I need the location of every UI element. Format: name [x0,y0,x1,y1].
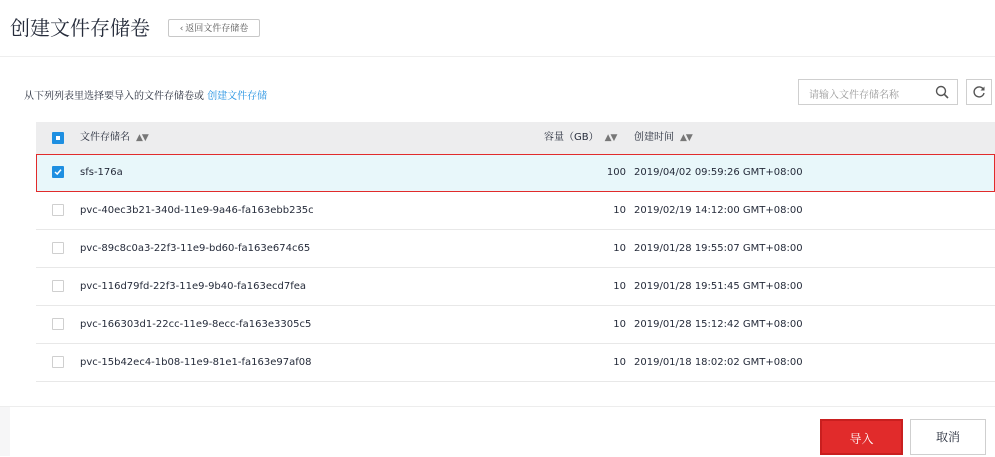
back-button[interactable] [168,19,260,37]
row-name: pvc-89c8c0a3-22f3-11e9-bd60-fa163e674c65 [80,243,311,254]
row-name: pvc-116d79fd-22f3-11e9-9b40-fa163ecd7fea [80,281,307,292]
row-capacity: 10 [613,243,626,254]
row-checkbox[interactable] [52,166,64,178]
table-row[interactable] [36,230,995,268]
table-header [36,122,995,154]
check-icon [54,168,62,176]
sort-icon[interactable]: ▲▼ [680,133,692,143]
row-created: 2019/01/28 19:55:07 GMT+08:00 [634,243,803,254]
select-all-checkbox[interactable] [52,132,64,144]
row-name: pvc-166303d1-22cc-11e9-8ecc-fa163e3305c5 [80,319,312,330]
row-capacity: 10 [613,357,626,368]
row-capacity: 10 [613,205,626,216]
column-capacity-label: 容量（GB） [544,132,599,143]
back-button-label: 返回文件存储卷 [185,24,249,34]
row-created: 2019/02/19 14:12:00 GMT+08:00 [634,205,803,216]
refresh-icon [972,85,986,99]
row-created: 2019/01/28 19:51:45 GMT+08:00 [634,281,803,292]
row-checkbox[interactable] [52,280,64,292]
row-checkbox[interactable] [52,318,64,330]
row-checkbox[interactable] [52,356,64,368]
table-row[interactable] [36,192,995,230]
search-input[interactable] [798,79,958,105]
table-row[interactable] [36,268,995,306]
row-name: pvc-15b42ec4-1b08-11e9-81e1-fa163e97af08 [80,357,312,368]
search-icon[interactable] [935,85,949,99]
search-placeholder: 请输入文件存储名称 [809,90,899,101]
column-created-label: 创建时间 [634,132,674,143]
row-capacity: 10 [613,319,626,330]
table-row[interactable] [36,344,995,382]
column-capacity-header[interactable] [544,122,616,154]
refresh-button[interactable] [966,79,992,105]
cancel-button[interactable]: 取消 [910,419,986,455]
row-name: pvc-40ec3b21-340d-11e9-9a46-fa163ebb235c [80,205,314,216]
table-row[interactable] [36,154,995,192]
instruction-text [24,87,267,102]
create-storage-link[interactable]: 创建文件存储 [207,91,268,102]
row-name: sfs-176a [80,167,123,178]
row-checkbox[interactable] [52,204,64,216]
column-name-header[interactable] [80,122,148,154]
hint-prefix: 从下列列表里选择要导入的文件存储卷或 [24,91,204,102]
chevron-left-icon: ‹ [179,24,184,34]
row-created: 2019/01/28 15:12:42 GMT+08:00 [634,319,803,330]
column-name-label: 文件存储名 [80,132,130,143]
sort-icon[interactable]: ▲▼ [604,133,617,143]
column-created-header[interactable] [634,122,692,154]
import-button[interactable]: 导入 [820,419,903,455]
page-header [0,0,995,57]
sort-icon[interactable]: ▲▼ [136,133,148,143]
page-title: 创建文件存储卷 [10,16,150,40]
table-row[interactable] [36,306,995,344]
file-storage-table [36,122,995,382]
row-capacity: 100 [606,167,626,178]
row-checkbox[interactable] [52,242,64,254]
row-capacity: 10 [613,281,626,292]
row-created: 2019/01/18 18:02:02 GMT+08:00 [634,357,803,368]
row-created: 2019/04/02 09:59:26 GMT+08:00 [634,167,803,178]
